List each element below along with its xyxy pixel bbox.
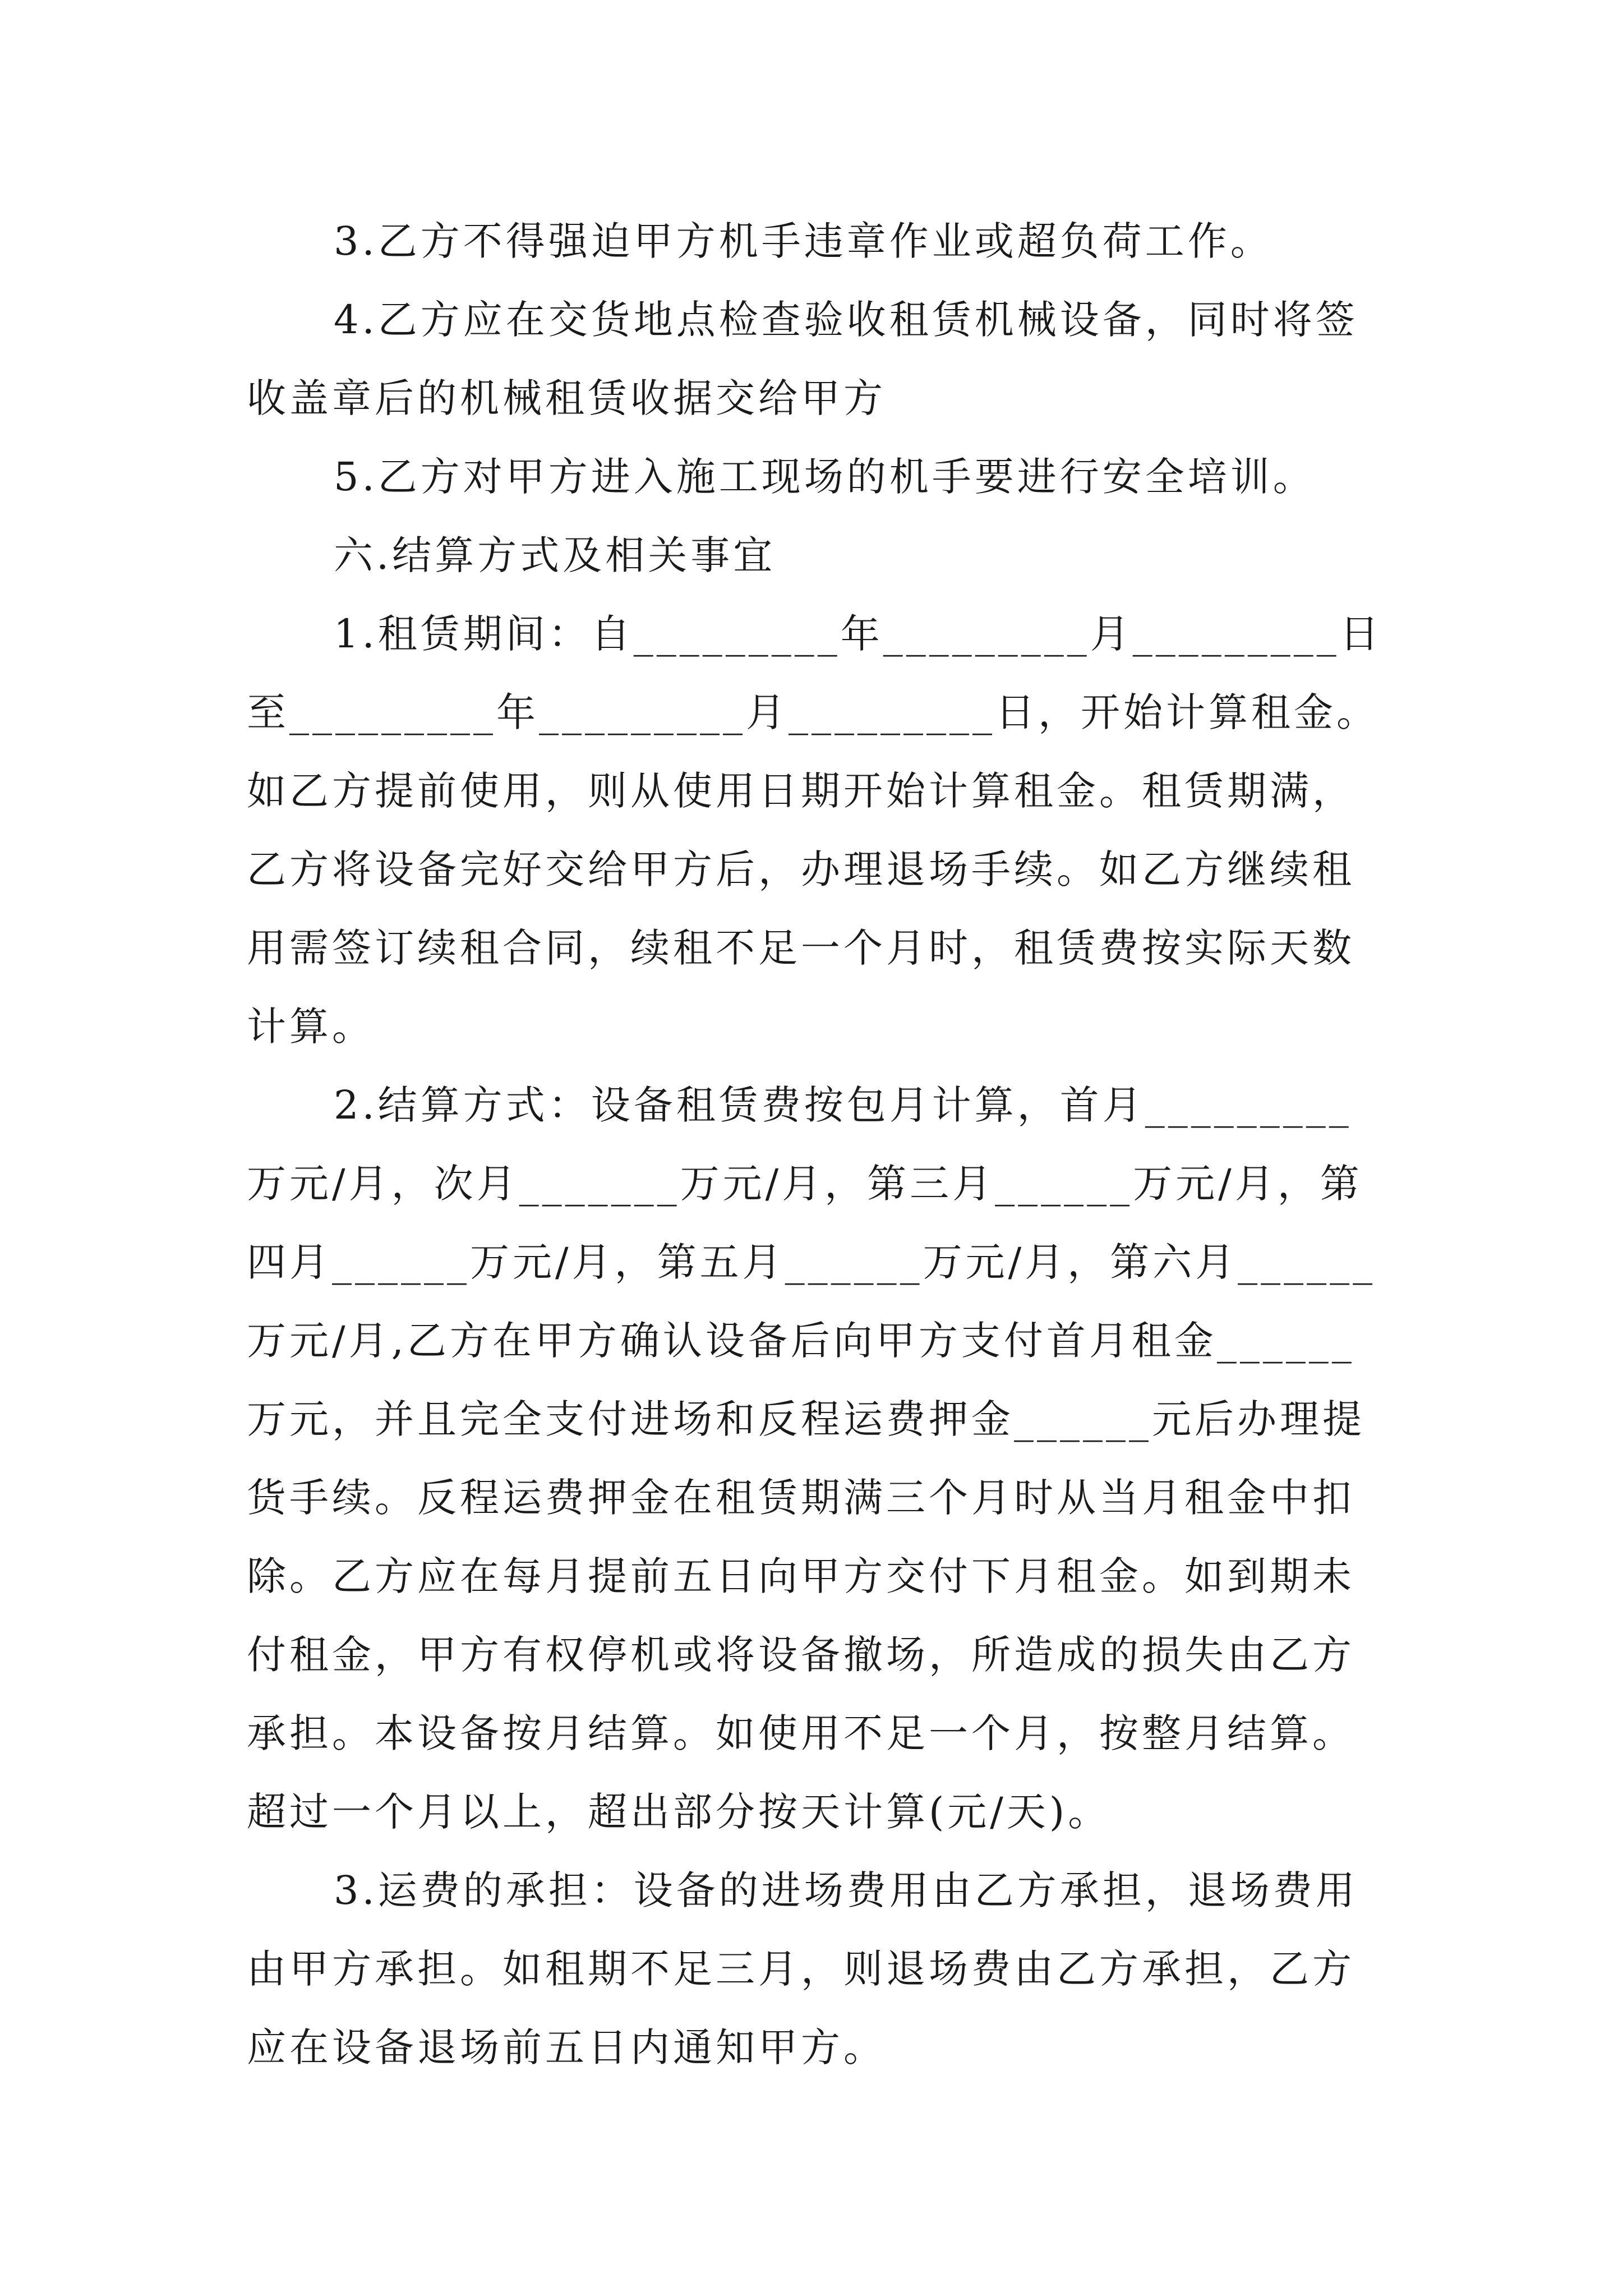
clause-6-3-line-2	[247, 1930, 1355, 2008]
text-line: 万元，并且完全支付进场和反程运费押金______元后办理提	[247, 1396, 1365, 1442]
clause-6-3-line-3	[247, 2008, 886, 2087]
clause-5-4-line-2	[247, 359, 886, 438]
text-line: 乙方将设备完好交给甲方后，办理退场手续。如乙方继续租	[247, 846, 1355, 892]
text-line: 应在设备退场前五日内通知甲方。	[247, 2024, 886, 2070]
clause-5-3	[334, 202, 1273, 280]
clause-6-2-line-8	[247, 1616, 1355, 1694]
text-line: 至_________年_________月_________日，开始计算租金。	[247, 689, 1379, 735]
section-6-heading	[334, 516, 776, 595]
clause-6-3-line-1	[334, 1851, 1358, 1930]
clause-6-2-line-1	[334, 1066, 1352, 1144]
text-line: 四月______万元/月，第五月______万元/月，第六月______	[247, 1239, 1376, 1285]
clause-6-2-line-10	[247, 1773, 1110, 1851]
clause-5-4-line-1	[334, 280, 1358, 359]
clause-5-5	[334, 438, 1316, 516]
text-line: 承担。本设备按月结算。如使用不足一个月，按整月结算。	[247, 1710, 1355, 1756]
clause-6-1-line-2	[247, 673, 1379, 752]
text-line: 由甲方承担。如租期不足三月，则退场费由乙方承担，乙方	[247, 1946, 1355, 1992]
text-line: 用需签订续租合同，续租不足一个月时，租赁费按实际天数	[247, 925, 1355, 971]
text-line: 万元/月，次月_______万元/月，第三月______万元/月，第	[247, 1161, 1363, 1207]
text-line: 付租金，甲方有权停机或将设备撤场，所造成的损失由乙方	[247, 1632, 1355, 1678]
clause-6-2-line-2	[247, 1144, 1363, 1223]
clause-6-2-line-4	[247, 1301, 1355, 1380]
clause-6-2-line-7	[247, 1537, 1355, 1616]
text-line: 3.乙方不得强迫甲方机手违章作业或超负荷工作。	[334, 218, 1273, 264]
text-line: 5.乙方对甲方进入施工现场的机手要进行安全培训。	[334, 454, 1316, 500]
text-line: 收盖章后的机械租赁收据交给甲方	[247, 375, 886, 421]
text-line: 如乙方提前使用，则从使用日期开始计算租金。租赁期满，	[247, 768, 1355, 814]
clause-6-2-line-6	[247, 1458, 1355, 1537]
text-line: 3.运费的承担：设备的进场费用由乙方承担，退场费用	[334, 1867, 1358, 1913]
clause-6-2-line-5	[247, 1380, 1365, 1458]
clause-6-1-line-1	[334, 595, 1382, 673]
clause-6-1-line-4	[247, 830, 1355, 909]
text-line: 1.租赁期间：自_________年_________月_________日	[334, 611, 1382, 657]
clause-6-2-line-3	[247, 1223, 1376, 1301]
clause-6-1-line-3	[247, 752, 1355, 830]
clause-6-1-line-5	[247, 909, 1355, 987]
clause-6-2-line-9	[247, 1694, 1355, 1773]
text-line: 2.结算方式：设备租赁费按包月计算，首月_________	[334, 1082, 1352, 1128]
clause-6-1-line-6	[247, 987, 375, 1066]
text-line: 万元/月,乙方在甲方确认设备后向甲方支付首月租金______	[247, 1318, 1355, 1364]
text-line: 4.乙方应在交货地点检查验收租赁机械设备，同时将签	[334, 297, 1358, 343]
text-line: 超过一个月以上，超出部分按天计算(元/天)。	[247, 1789, 1111, 1835]
section-heading: 六.结算方式及相关事宜	[334, 532, 776, 578]
text-line: 除。乙方应在每月提前五日向甲方交付下月租金。如到期未	[247, 1553, 1355, 1599]
text-line: 货手续。反程运费押金在租赁期满三个月时从当月租金中扣	[247, 1475, 1355, 1521]
text-line: 计算。	[247, 1004, 375, 1050]
